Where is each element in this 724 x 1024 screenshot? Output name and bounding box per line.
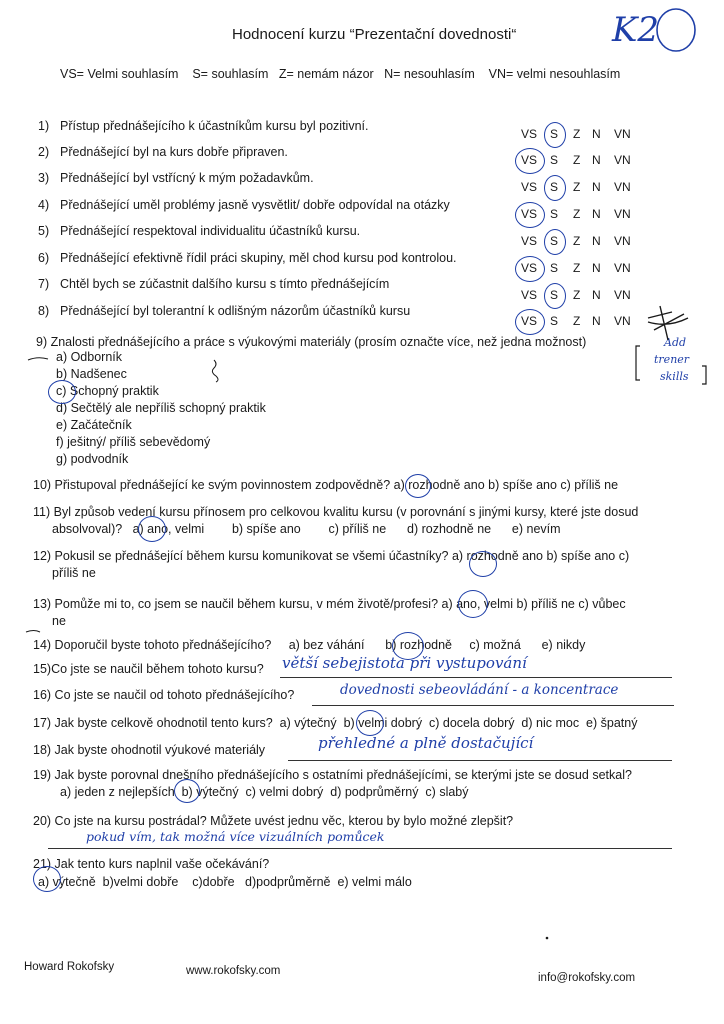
q14-dash	[26, 631, 40, 633]
rating-question-text: Přednášející byl na kurs dobře připraven.	[60, 145, 288, 159]
question-19-line-1: 19) Jak byste porovnal dnešního přednášejícího s ostatními přednášejícími, se kterými jste se dosud setkal?	[33, 768, 632, 782]
form-code-handwritten: K2	[612, 10, 660, 50]
rating-option-vs[interactable]: VS	[521, 234, 538, 248]
question-9: 9) Znalosti přednášejícího a práce s výukovými materiály (prosím označte více, než jedna možnost)	[36, 335, 587, 349]
answer-18-handwritten: přehledné a plně dostačující	[318, 734, 534, 752]
rating-option-z[interactable]: Z	[573, 180, 581, 194]
footer-dot	[546, 937, 549, 940]
rating-question-number: 2)	[38, 145, 50, 159]
rating-question-text: Přístup přednášejícího k účastníkům kursu byl pozitivní.	[60, 119, 369, 133]
rating-option-n[interactable]: N	[592, 207, 601, 221]
question-16: 16) Co jste se naučil od tohoto přednášejícího?	[33, 688, 295, 702]
rating-question-text: Chtěl bych se zúčastnit dalšího kursu s tímto přednášejícím	[60, 277, 390, 291]
question-20: 20) Co jste na kursu postrádal? Můžete uvést jednu věc, kterou by bylo možné zlepšit?	[33, 814, 514, 828]
question-11-line-2: absolvoval)? a) ano, velmi b) spíše ano c) příliš ne d) rozhodně ne e) nevím	[52, 522, 561, 536]
rating-option-vs[interactable]: VS	[521, 288, 538, 302]
rating-option-vs[interactable]: VS	[521, 127, 538, 141]
margin-note-line-1: Add	[664, 336, 687, 349]
rating-option-n[interactable]: N	[592, 127, 601, 141]
rating-option-s[interactable]: S	[550, 234, 559, 248]
rating-question-number: 1)	[38, 119, 50, 133]
rating-option-n[interactable]: N	[592, 314, 601, 328]
question-11-line-1: 11) Byl způsob vedení kursu přínosem pro celkovou kvalitu kursu (v porovnání s jinými kursy, které jste dosud	[33, 505, 639, 519]
rating-question-number: 3)	[38, 171, 50, 185]
margin-scribble-stroke	[648, 306, 688, 340]
question-17: 17) Jak byste celkově ohodnotil tento kurs? a) výtečný b) velmi dobrý c) docela dobrý d) nic moc e) špatný	[33, 716, 638, 730]
rating-option-z[interactable]: Z	[573, 314, 581, 328]
rating-option-vs[interactable]: VS	[521, 180, 538, 194]
rating-option-vn[interactable]: VN	[614, 288, 631, 302]
rating-option-z[interactable]: Z	[573, 261, 581, 275]
q9-option[interactable]: b) Nadšenec	[56, 367, 127, 381]
rating-option-vs[interactable]: VS	[521, 314, 538, 328]
question-21-line-1: 21) Jak tento kurs naplnil vaše očekávání?	[33, 857, 270, 871]
rating-option-s[interactable]: S	[550, 180, 559, 194]
rating-option-vn[interactable]: VN	[614, 234, 631, 248]
rating-option-vs[interactable]: VS	[521, 207, 538, 221]
question-10: 10) Přistupoval přednášející ke svým povinnostem zodpovědně? a) rozhodně ano b) spíše ano c) příliš ne	[33, 478, 619, 492]
rating-question-number: 8)	[38, 304, 50, 318]
rating-option-z[interactable]: Z	[573, 153, 581, 167]
rating-question-number: 5)	[38, 224, 50, 238]
rating-option-s[interactable]: S	[550, 288, 559, 302]
rating-option-s[interactable]: S	[550, 207, 559, 221]
question-15: 15)Co jste se naučil během tohoto kursu?	[33, 662, 264, 676]
rating-option-vn[interactable]: VN	[614, 127, 631, 141]
question-13-line-2: ne	[52, 614, 66, 628]
rating-option-vs[interactable]: VS	[521, 261, 538, 275]
code-circle-stroke	[657, 9, 695, 51]
option-a-dash	[28, 358, 48, 360]
footer-website[interactable]: www.rokofsky.com	[186, 965, 281, 977]
q9-option[interactable]: f) ješitný/ příliš sebevědomý	[56, 435, 211, 449]
rating-option-n[interactable]: N	[592, 288, 601, 302]
question-21-line-2: a) výtečně b)velmi dobře c)dobře d)podprůměrně e) velmi málo	[38, 875, 412, 889]
rating-question-number: 6)	[38, 251, 50, 265]
rating-question-text: Přednášející byl vstřícný k mým požadavkům.	[60, 171, 314, 185]
squiggle-mark	[212, 360, 218, 382]
rating-question-number: 7)	[38, 277, 50, 291]
question-13-line-1: 13) Pomůže mi to, co jsem se naučil během kursu, v mém životě/profesi? a) ano, velmi b) příliš ne c) vůbec	[33, 597, 626, 611]
rating-question-text: Přednášející uměl problémy jasně vysvětlit/ dobře odpovídal na otázky	[60, 198, 450, 212]
rating-option-n[interactable]: N	[592, 153, 601, 167]
rating-question-number: 4)	[38, 198, 50, 212]
rating-option-vn[interactable]: VN	[614, 207, 631, 221]
rating-option-z[interactable]: Z	[573, 127, 581, 141]
question-12-line-2: příliš ne	[52, 566, 96, 580]
question-12-line-1: 12) Pokusil se přednášející během kursu komunikovat se všemi účastníky? a) rozhodně ano b) spíše ano c)	[33, 549, 630, 563]
rating-question-text: Přednášející respektoval individualitu účastníků kursu.	[60, 224, 361, 238]
question-18: 18) Jak byste ohodnotil výukové materiály	[33, 743, 266, 757]
form-title: Hodnocení kurzu “Prezentační dovednosti“	[232, 26, 517, 43]
rating-option-s[interactable]: S	[550, 153, 559, 167]
q9-option[interactable]: e) Začátečník	[56, 418, 132, 432]
rating-option-s[interactable]: S	[550, 314, 559, 328]
rating-question-text: Přednášející efektivně řídil práci skupiny, měl chod kursu pod kontrolou.	[60, 251, 457, 265]
q9-option[interactable]: g) podvodník	[56, 452, 129, 466]
rating-option-s[interactable]: S	[550, 261, 559, 275]
answer-16-handwritten: dovednosti sebeovládání - a koncentrace	[340, 682, 619, 698]
answer-15-handwritten: větší sebejistota při vystupování	[282, 654, 527, 672]
margin-note-line-2: trener	[654, 353, 690, 366]
rating-option-vn[interactable]: VN	[614, 314, 631, 328]
margin-bracket-right	[702, 366, 706, 384]
q9-option[interactable]: a) Odborník	[56, 350, 123, 364]
rating-option-z[interactable]: Z	[573, 288, 581, 302]
rating-option-n[interactable]: N	[592, 261, 601, 275]
rating-option-s[interactable]: S	[550, 127, 559, 141]
rating-option-z[interactable]: Z	[573, 234, 581, 248]
q9-option[interactable]: c) Schopný praktik	[56, 384, 159, 398]
rating-option-z[interactable]: Z	[573, 207, 581, 221]
q9-option[interactable]: d) Sečtělý ale nepříliš schopný praktik	[56, 401, 266, 415]
margin-bracket-left	[636, 346, 640, 380]
rating-legend: VS= Velmi souhlasím S= souhlasím Z= nemám názor N= nesouhlasím VN= velmi nesouhlasím	[60, 67, 621, 81]
rating-option-vn[interactable]: VN	[614, 261, 631, 275]
rating-question-text: Přednášející byl tolerantní k odlišným názorům účastníků kursu	[60, 304, 411, 318]
margin-note-line-3: skills	[660, 370, 689, 383]
rating-option-vn[interactable]: VN	[614, 153, 631, 167]
question-19-line-2: a) jeden z nejlepších b) výtečný c) velmi dobrý d) podprůměrný c) slabý	[60, 785, 469, 799]
answer-20-handwritten: pokud vím, tak možná více vizuálních pomůcek	[86, 829, 385, 844]
rating-option-n[interactable]: N	[592, 234, 601, 248]
rating-option-n[interactable]: N	[592, 180, 601, 194]
rating-option-vn[interactable]: VN	[614, 180, 631, 194]
footer-author: Howard Rokofsky	[24, 961, 115, 973]
question-14: 14) Doporučil byste tohoto přednášejícího? a) bez váhání b) rozhodně c) možná e) nikdy	[33, 638, 586, 652]
rating-option-vs[interactable]: VS	[521, 153, 538, 167]
footer-email[interactable]: info@rokofsky.com	[538, 972, 636, 984]
